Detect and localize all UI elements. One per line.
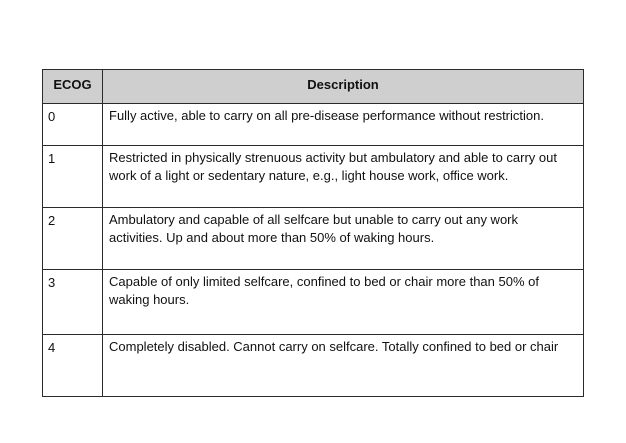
ecog-description: Capable of only limited selfcare, confined to bed or chair more than 50% of waking hours. (103, 270, 584, 335)
ecog-description: Restricted in physically strenuous activity but ambulatory and able to carry out work of a light or sedentary nature, e.g., light house work, office work. (103, 146, 584, 208)
table-row (43, 335, 584, 397)
table-body (43, 104, 584, 397)
header-row (43, 70, 584, 104)
ecog-score: 1 (43, 146, 103, 208)
table-row (43, 146, 584, 208)
header-ecog: ECOG (43, 70, 103, 104)
ecog-description: Fully active, able to carry on all pre-disease performance without restriction. (103, 104, 584, 146)
header-description: Description (103, 70, 584, 104)
table-row (43, 208, 584, 270)
table-row (43, 104, 584, 146)
table-row (43, 270, 584, 335)
ecog-table (42, 69, 584, 397)
ecog-description: Completely disabled. Cannot carry on selfcare. Totally confined to bed or chair (103, 335, 584, 397)
ecog-score: 3 (43, 270, 103, 335)
ecog-score: 0 (43, 104, 103, 146)
ecog-score: 2 (43, 208, 103, 270)
ecog-score: 4 (43, 335, 103, 397)
ecog-description: Ambulatory and capable of all selfcare but unable to carry out any work activities. Up and about more than 50% of waking hours. (103, 208, 584, 270)
table-header (43, 70, 584, 104)
